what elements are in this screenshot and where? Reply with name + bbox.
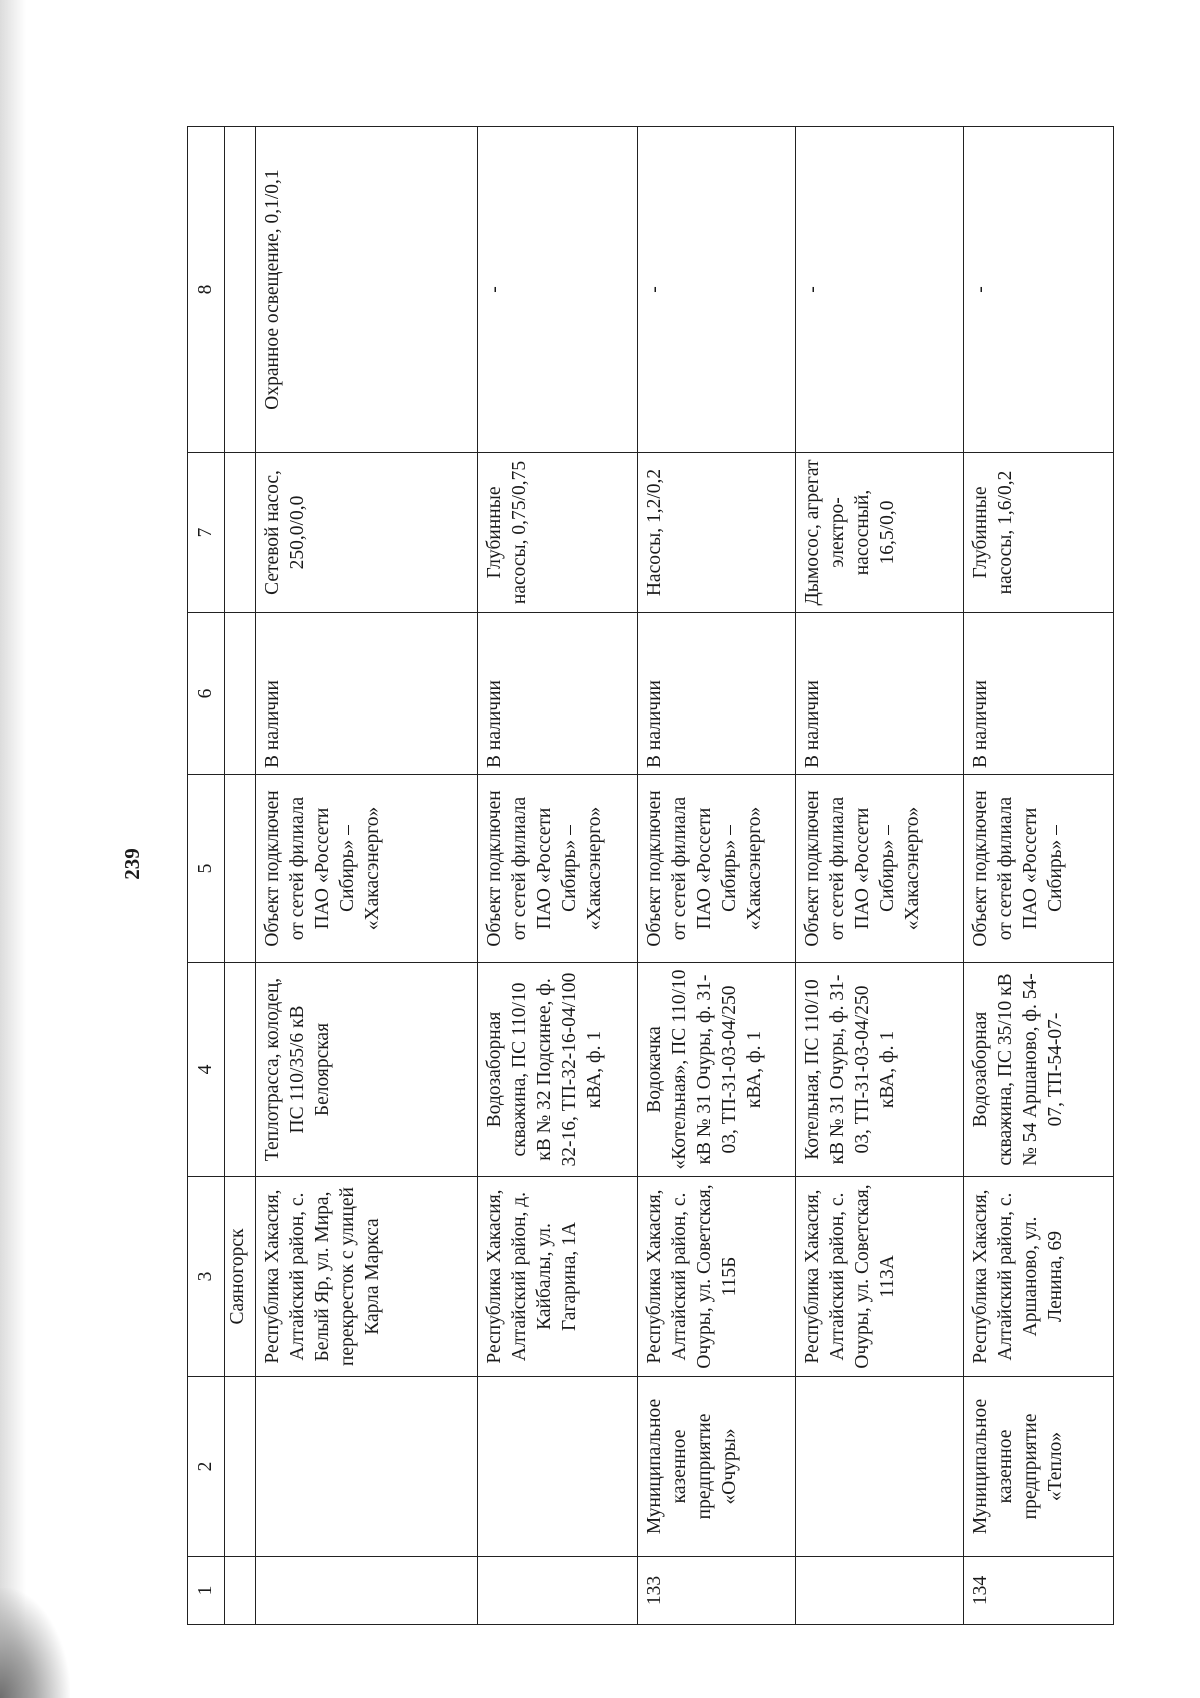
other-cell: [225, 127, 256, 453]
status-cell: В наличии: [638, 613, 796, 775]
row-number: [256, 1557, 478, 1625]
connection-cell: [225, 775, 256, 963]
city-label: Саяногорск: [225, 1177, 256, 1377]
status-cell: В наличии: [796, 613, 964, 775]
table-row: [964, 127, 1114, 1625]
page-number: 239: [120, 848, 144, 880]
column-number: 8: [188, 127, 225, 453]
organization: Муниципальное казенное предприятие «Очуры»: [638, 1377, 796, 1557]
organization: [225, 1377, 256, 1557]
address: Республика Хакасия, Алтайский район, с. Очуры, ул. Советская, 113А: [796, 1177, 964, 1377]
address: Республика Хакасия, Алтайский район, с. Аршаново, ул. Ленина, 69: [964, 1177, 1114, 1377]
column-number: 4: [188, 963, 225, 1177]
row-number: [478, 1557, 638, 1625]
table-row: [256, 127, 478, 1625]
column-number: 6: [188, 613, 225, 775]
equipment-cell: Глубинные насосы, 1,6/0,2: [964, 453, 1114, 613]
connection-cell: Объект подключен от сетей филиала ПАО «Россети Сибирь» –: [964, 775, 1114, 963]
row-number: [796, 1557, 964, 1625]
table-row: [638, 127, 796, 1625]
other-cell: -: [478, 127, 638, 453]
equipment-cell: Глубинные насосы, 0,75/0,75: [478, 453, 638, 613]
organization: [478, 1377, 638, 1557]
organization: Муниципальное казенное предприятие «Тепло»: [964, 1377, 1114, 1557]
other-cell: -: [964, 127, 1114, 453]
connection-cell: Объект подключен от сетей филиала ПАО «Россети Сибирь» – «Хакасэнерго»: [256, 775, 478, 963]
connection-cell: Объект подключен от сетей филиала ПАО «Россети Сибирь» – «Хакасэнерго»: [478, 775, 638, 963]
row-number: 133: [638, 1557, 796, 1625]
address: Республика Хакасия, Алтайский район, с. Белый Яр, ул. Мира, перекресток с улицей Карла Маркса: [256, 1177, 478, 1377]
equipment-cell: Сетевой насос, 250,0/0,0: [256, 453, 478, 613]
status-cell: В наличии: [478, 613, 638, 775]
other-cell: -: [638, 127, 796, 453]
column-number: 2: [188, 1377, 225, 1557]
column-number: 3: [188, 1177, 225, 1377]
organization: [256, 1377, 478, 1557]
equipment-cell: Насосы, 1,2/0,2: [638, 453, 796, 613]
scan-shadow-edge: [0, 0, 26, 1698]
object-cell: Водозаборная скважина, ПС 110/10 кВ № 32 Подсинее, ф. 32-16, ТП-32-16-04/100 кВА, ф. 1: [478, 963, 638, 1177]
other-cell: -: [796, 127, 964, 453]
scan-corner-shadow: [0, 1588, 70, 1698]
equipment-cell: Дымосос, агрегат электро-насосный, 16,5/0,0: [796, 453, 964, 613]
status-cell: [225, 613, 256, 775]
equipment-cell: [225, 453, 256, 613]
column-number: 7: [188, 453, 225, 613]
other-cell: Охранное освещение, 0,1/0,1: [256, 127, 478, 453]
object-cell: Водозаборная скважина, ПС 35/10 кВ № 54 Аршаново, ф. 54-07, ТП-54-07-: [964, 963, 1114, 1177]
organization: [796, 1377, 964, 1557]
rotated-table-container: [187, 127, 1112, 1625]
row-number: 134: [964, 1557, 1114, 1625]
object-cell: Теплотрасса, колодец, ПС 110/35/6 кВ Белоярская: [256, 963, 478, 1177]
data-table: [187, 126, 1114, 1625]
status-cell: В наличии: [256, 613, 478, 775]
city-row: [225, 127, 256, 1625]
column-number: 1: [188, 1557, 225, 1625]
table-row: [478, 127, 638, 1625]
row-number: [225, 1557, 256, 1625]
status-cell: В наличии: [964, 613, 1114, 775]
connection-cell: Объект подключен от сетей филиала ПАО «Россети Сибирь» – «Хакасэнерго»: [638, 775, 796, 963]
column-number-row: [188, 127, 225, 1625]
object-cell: Котельная, ПС 110/10 кВ № 31 Очуры, ф. 31-03, ТП-31-03-04/250 кВА, ф. 1: [796, 963, 964, 1177]
address: Республика Хакасия, Алтайский район, д. Кайбалы, ул. Гагарина, 1А: [478, 1177, 638, 1377]
address: Республика Хакасия, Алтайский район, с. Очуры, ул. Советская, 115Б: [638, 1177, 796, 1377]
table-row: [796, 127, 964, 1625]
object-cell: Водокачка «Котельная», ПС 110/10 кВ № 31 Очуры, ф. 31-03, ТП-31-03-04/250 кВА, ф. 1: [638, 963, 796, 1177]
object-cell: [225, 963, 256, 1177]
column-number: 5: [188, 775, 225, 963]
connection-cell: Объект подключен от сетей филиала ПАО «Россети Сибирь» – «Хакасэнерго»: [796, 775, 964, 963]
